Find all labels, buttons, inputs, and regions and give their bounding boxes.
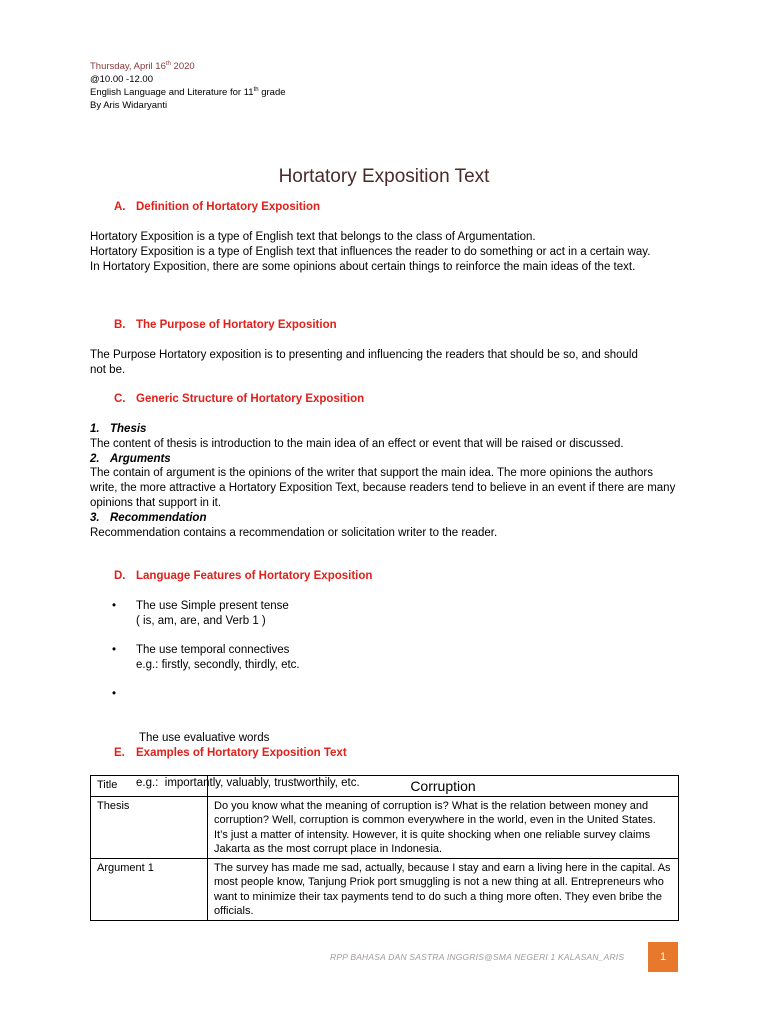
feature-bullet xyxy=(112,599,289,629)
arguments-label: Arguments xyxy=(110,452,171,465)
section-d-heading xyxy=(114,570,372,582)
row-content: Corruption xyxy=(208,776,679,797)
feature-example: e.g.: importantly, valuably, trustworthily, etc. xyxy=(136,776,360,789)
time-line: @10.00 -12.00 xyxy=(90,74,153,85)
course-end: grade xyxy=(258,87,286,98)
feature-line: The use Simple present tense xyxy=(136,600,289,612)
section-a-heading xyxy=(114,201,320,213)
recommendation-number: 3. xyxy=(90,511,100,524)
recommendation-text: Recommendation contains a recommendation or solicitation writer to the reader. xyxy=(90,526,498,539)
author-line: By Aris Widaryanti xyxy=(90,100,168,111)
section-e-letter: E. xyxy=(114,747,125,759)
row-label: Title xyxy=(91,776,208,797)
recommendation-label: Recommendation xyxy=(110,511,207,524)
row-content: The survey has made me sad, actually, because I stay and earn a living here in the capital. As most people know, Tanjung Priok port smuggling is not a new thing at all. Entrepreneurs who want to minimize their tax payments tend to do such a thing more often. They even bribe the officials. xyxy=(208,859,679,921)
thesis-heading xyxy=(90,422,680,437)
table-row xyxy=(91,859,679,921)
thesis-number: 1. xyxy=(90,423,100,435)
section-c-letter: C. xyxy=(114,393,126,405)
section-d-title: Language Features of Hortatory Exposition xyxy=(136,570,373,582)
section-d-letter: D. xyxy=(114,570,126,582)
feature-bullet xyxy=(112,643,300,673)
section-e-title: Examples of Hortatory Exposition Text xyxy=(136,747,347,759)
date-text: Thursday, April 16 xyxy=(90,61,166,72)
section-a-line: Hortatory Exposition is a type of English text that belongs to the class of Argumentation. xyxy=(90,231,536,243)
arguments-heading xyxy=(90,452,680,467)
date-year: 2020 xyxy=(170,61,195,72)
table-row xyxy=(91,776,679,797)
date-suffix: th xyxy=(165,60,171,67)
row-label: Thesis xyxy=(91,797,208,859)
feature-example: ( is, am, are, and Verb 1 ) xyxy=(136,614,266,627)
feature-line: The use evaluative words xyxy=(136,732,270,745)
section-b-body: The Purpose Hortatory exposition is to presenting and influencing the readers that should be so, and should not be. xyxy=(90,349,638,376)
bullet-dot-icon: • xyxy=(112,688,117,700)
course-suffix: th xyxy=(253,86,259,93)
example-table xyxy=(90,775,679,921)
course-text: English Language and Literature for 11 xyxy=(90,87,254,98)
section-e-heading xyxy=(114,747,347,759)
section-a-letter: A. xyxy=(114,201,126,213)
section-a-body xyxy=(90,230,680,274)
row-content: Do you know what the meaning of corruption is? What is the relation between money and corruption? Well, corruption is common everywhere in the world, even in the United States. It’s just a matter of intensity. However, it is quite shocking when one reliable survey claims Jakarta as the most corrupt place in Indonesia. xyxy=(208,797,679,859)
thesis-text: The content of thesis is introduction to the main idea of an effect or event that will be raised or discussed. xyxy=(90,437,624,450)
bullet-dot-icon: • xyxy=(112,600,117,612)
section-a-title: Definition of Hortatory Exposition xyxy=(136,201,320,213)
page-title: Hortatory Exposition Text xyxy=(278,166,490,187)
thesis-label: Thesis xyxy=(110,423,147,435)
feature-example: e.g.: firstly, secondly, thirdly, etc. xyxy=(136,658,300,671)
arguments-text: The contain of argument is the opinions of the writer that support the main idea. The more opinions the authors write, the more attractive a Hortatory Exposition Text, because readers tend to believe in an event if there are many opinions that support in it. xyxy=(90,467,676,509)
arguments-number: 2. xyxy=(90,452,100,465)
footer-text: RPP BAHASA DAN SASTRA INGGRIS@SMA NEGERI 1 KALASAN_ARIS xyxy=(330,952,625,962)
section-a-line: In Hortatory Exposition, there are some opinions about certain things to reinforce the main ideas of the text. xyxy=(90,260,636,273)
section-c-body xyxy=(90,422,680,540)
table-row xyxy=(91,797,679,859)
row-label: Argument 1 xyxy=(91,859,208,921)
section-b-heading xyxy=(114,319,337,331)
section-a-line: Hortatory Exposition is a type of English text that influences the reader to do something or act in a certain way. xyxy=(90,245,651,258)
section-c-title: Generic Structure of Hortatory Exposition xyxy=(136,393,365,405)
feature-line: The use temporal connectives xyxy=(136,644,290,656)
page-number: 1 xyxy=(648,942,678,972)
section-b-letter: B. xyxy=(114,319,126,331)
recommendation-heading xyxy=(90,511,680,526)
date-line xyxy=(90,61,195,73)
section-b-title: The Purpose of Hortatory Exposition xyxy=(136,319,337,331)
section-c-heading xyxy=(114,393,364,405)
bullet-dot-icon: • xyxy=(112,644,117,656)
course-line xyxy=(90,87,286,99)
